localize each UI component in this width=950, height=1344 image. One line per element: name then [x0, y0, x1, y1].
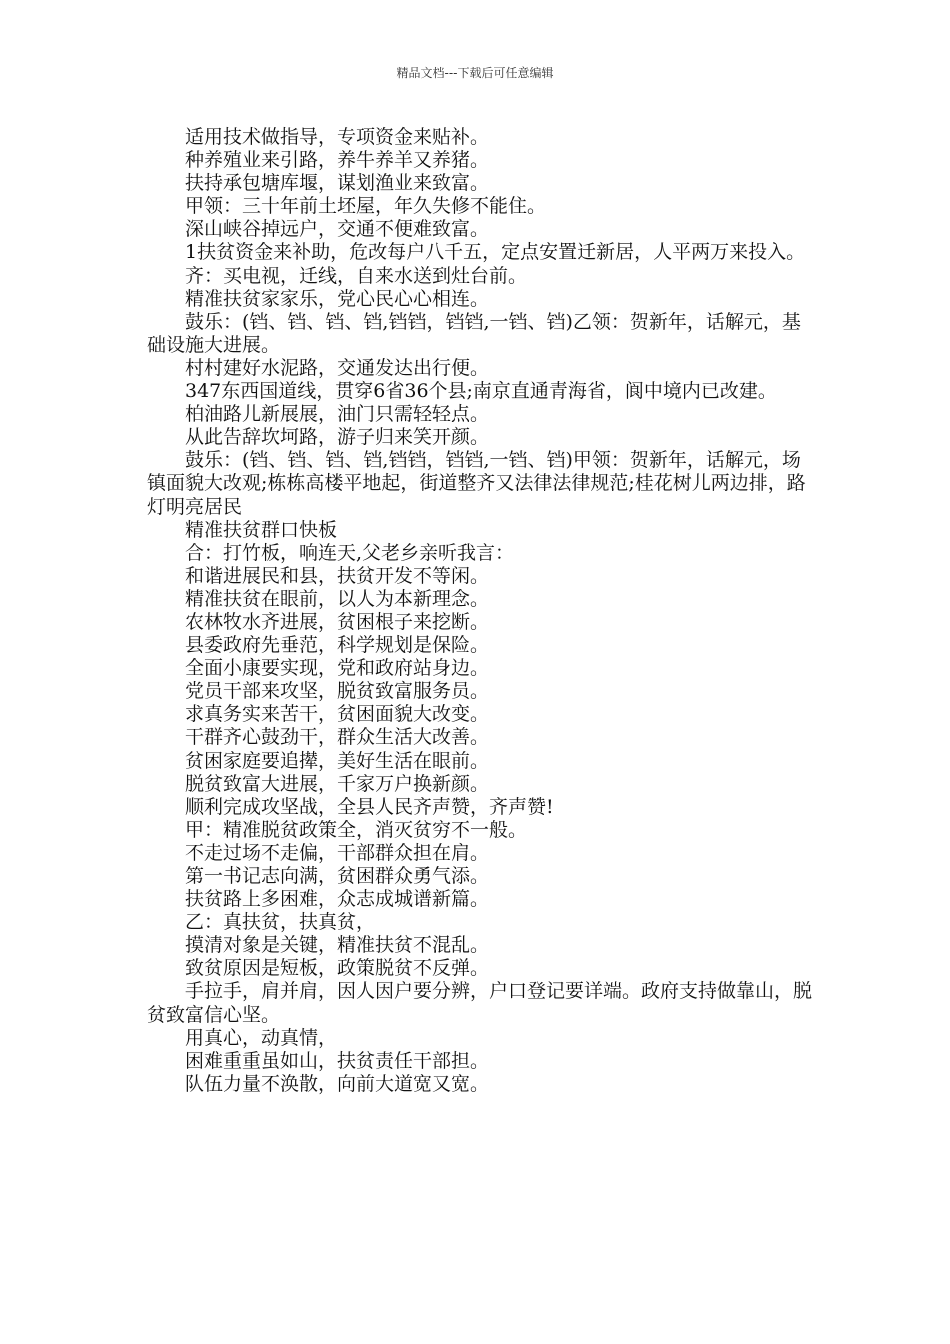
paragraph: 队伍力量不涣散，向前大道宽又宽。: [185, 1072, 490, 1095]
paragraph: 用真心，动真情，: [185, 1026, 338, 1049]
paragraph: 顺利完成攻坚战，全县人民齐声赞，齐声赞!: [185, 795, 554, 818]
paragraph: 干群齐心鼓劲干，群众生活大改善。: [185, 726, 490, 749]
paragraph: 齐：买电视，迁线，自来水送到灶台前。: [185, 264, 528, 287]
paragraph: 村村建好水泥路，交通发达出行便。: [185, 356, 490, 379]
paragraph: 种养殖业来引路，养牛养羊又养猪。: [185, 149, 490, 172]
paragraph: 求真务实来苦干，贫困面貌大改变。: [185, 703, 490, 726]
paragraph: 第一书记志向满，贫困群众勇气添。: [185, 865, 490, 887]
paragraph: 和谐进展民和县，扶贫开发不等闲。: [185, 564, 490, 587]
document-body: [147, 126, 817, 1096]
paragraph: 扶持承包塘库堰，谋划渔业来致富。: [185, 172, 490, 195]
paragraph: 347东西国道线，贯穿6省36个县;南京直通青海省，阆中境内已改建。: [185, 380, 777, 403]
paragraph: 柏油路儿新展展，油门只需轻轻点。: [185, 403, 490, 426]
paragraph: 鼓乐：(铛、铛、铛、铛,铛铛，铛铛,一铛、铛)乙领：贺新年，话解元，基础设施大进展。: [147, 310, 801, 356]
paragraph: 精准扶贫家家乐，党心民心心相连。: [185, 287, 490, 310]
paragraph: 精准扶贫在眼前，以人为本新理念。: [185, 587, 490, 610]
paragraph: 深山峡谷掉远户，交通不便难致富。: [185, 218, 490, 241]
paragraph: 全面小康要实现，党和政府站身边。: [185, 657, 490, 680]
paragraph: 摸清对象是关键，精准扶贫不混乱。: [185, 934, 490, 957]
paragraph: 不走过场不走偏，干部群众担在肩。: [185, 841, 490, 864]
paragraph: 乙：真扶贫，扶真贫，: [185, 911, 376, 934]
paragraph: 合：打竹板，响连天,父老乡亲听我言：: [185, 541, 515, 564]
paragraph: 1扶贫资金来补助，危改每户八千五，定点安置迁新居，人平两万来投入。: [185, 241, 806, 264]
paragraph: 甲领：三十年前土坯屋，年久失修不能住。: [185, 195, 547, 218]
paragraph: 从此告辞坎坷路，游子归来笑开颜。: [185, 426, 490, 449]
paragraph: 扶贫路上多困难，众志成城谱新篇。: [185, 888, 490, 911]
paragraph: 精准扶贫群口快板: [185, 518, 338, 541]
paragraph: 农林牧水齐进展，贫困根子来挖断。: [185, 610, 490, 633]
paragraph: 困难重重虽如山，扶贫责任干部担。: [185, 1049, 490, 1072]
paragraph: 甲：精准脱贫政策全，消灭贫穷不一般。: [185, 818, 528, 841]
paragraph: 贫困家庭要追撵，美好生活在眼前。: [185, 749, 490, 772]
paragraph: 脱贫致富大进展，千家万户换新颜。: [185, 772, 490, 795]
paragraph: 手拉手，肩并肩，因人因户要分辨，户口登记要详端。政府支持做靠山，脱贫致富信心坚。: [147, 980, 813, 1026]
paragraph: 适用技术做指导，专项资金来贴补。: [185, 126, 490, 148]
page-header: 精品文档---下载后可任意编辑: [396, 66, 554, 80]
paragraph: 鼓乐：(铛、铛、铛、铛,铛铛，铛铛,一铛、铛)甲领：贺新年，话解元，场镇面貌大改观;栋栋高楼平地起，街道整齐又法律法律规范;桂花树儿两边排，路灯明亮居民: [147, 449, 806, 518]
paragraph: 党员干部来攻坚，脱贫致富服务员。: [185, 680, 490, 703]
paragraph: 县委政府先垂范，科学规划是保险。: [185, 634, 490, 657]
paragraph: 致贫原因是短板，政策脱贫不反弹。: [185, 957, 490, 980]
